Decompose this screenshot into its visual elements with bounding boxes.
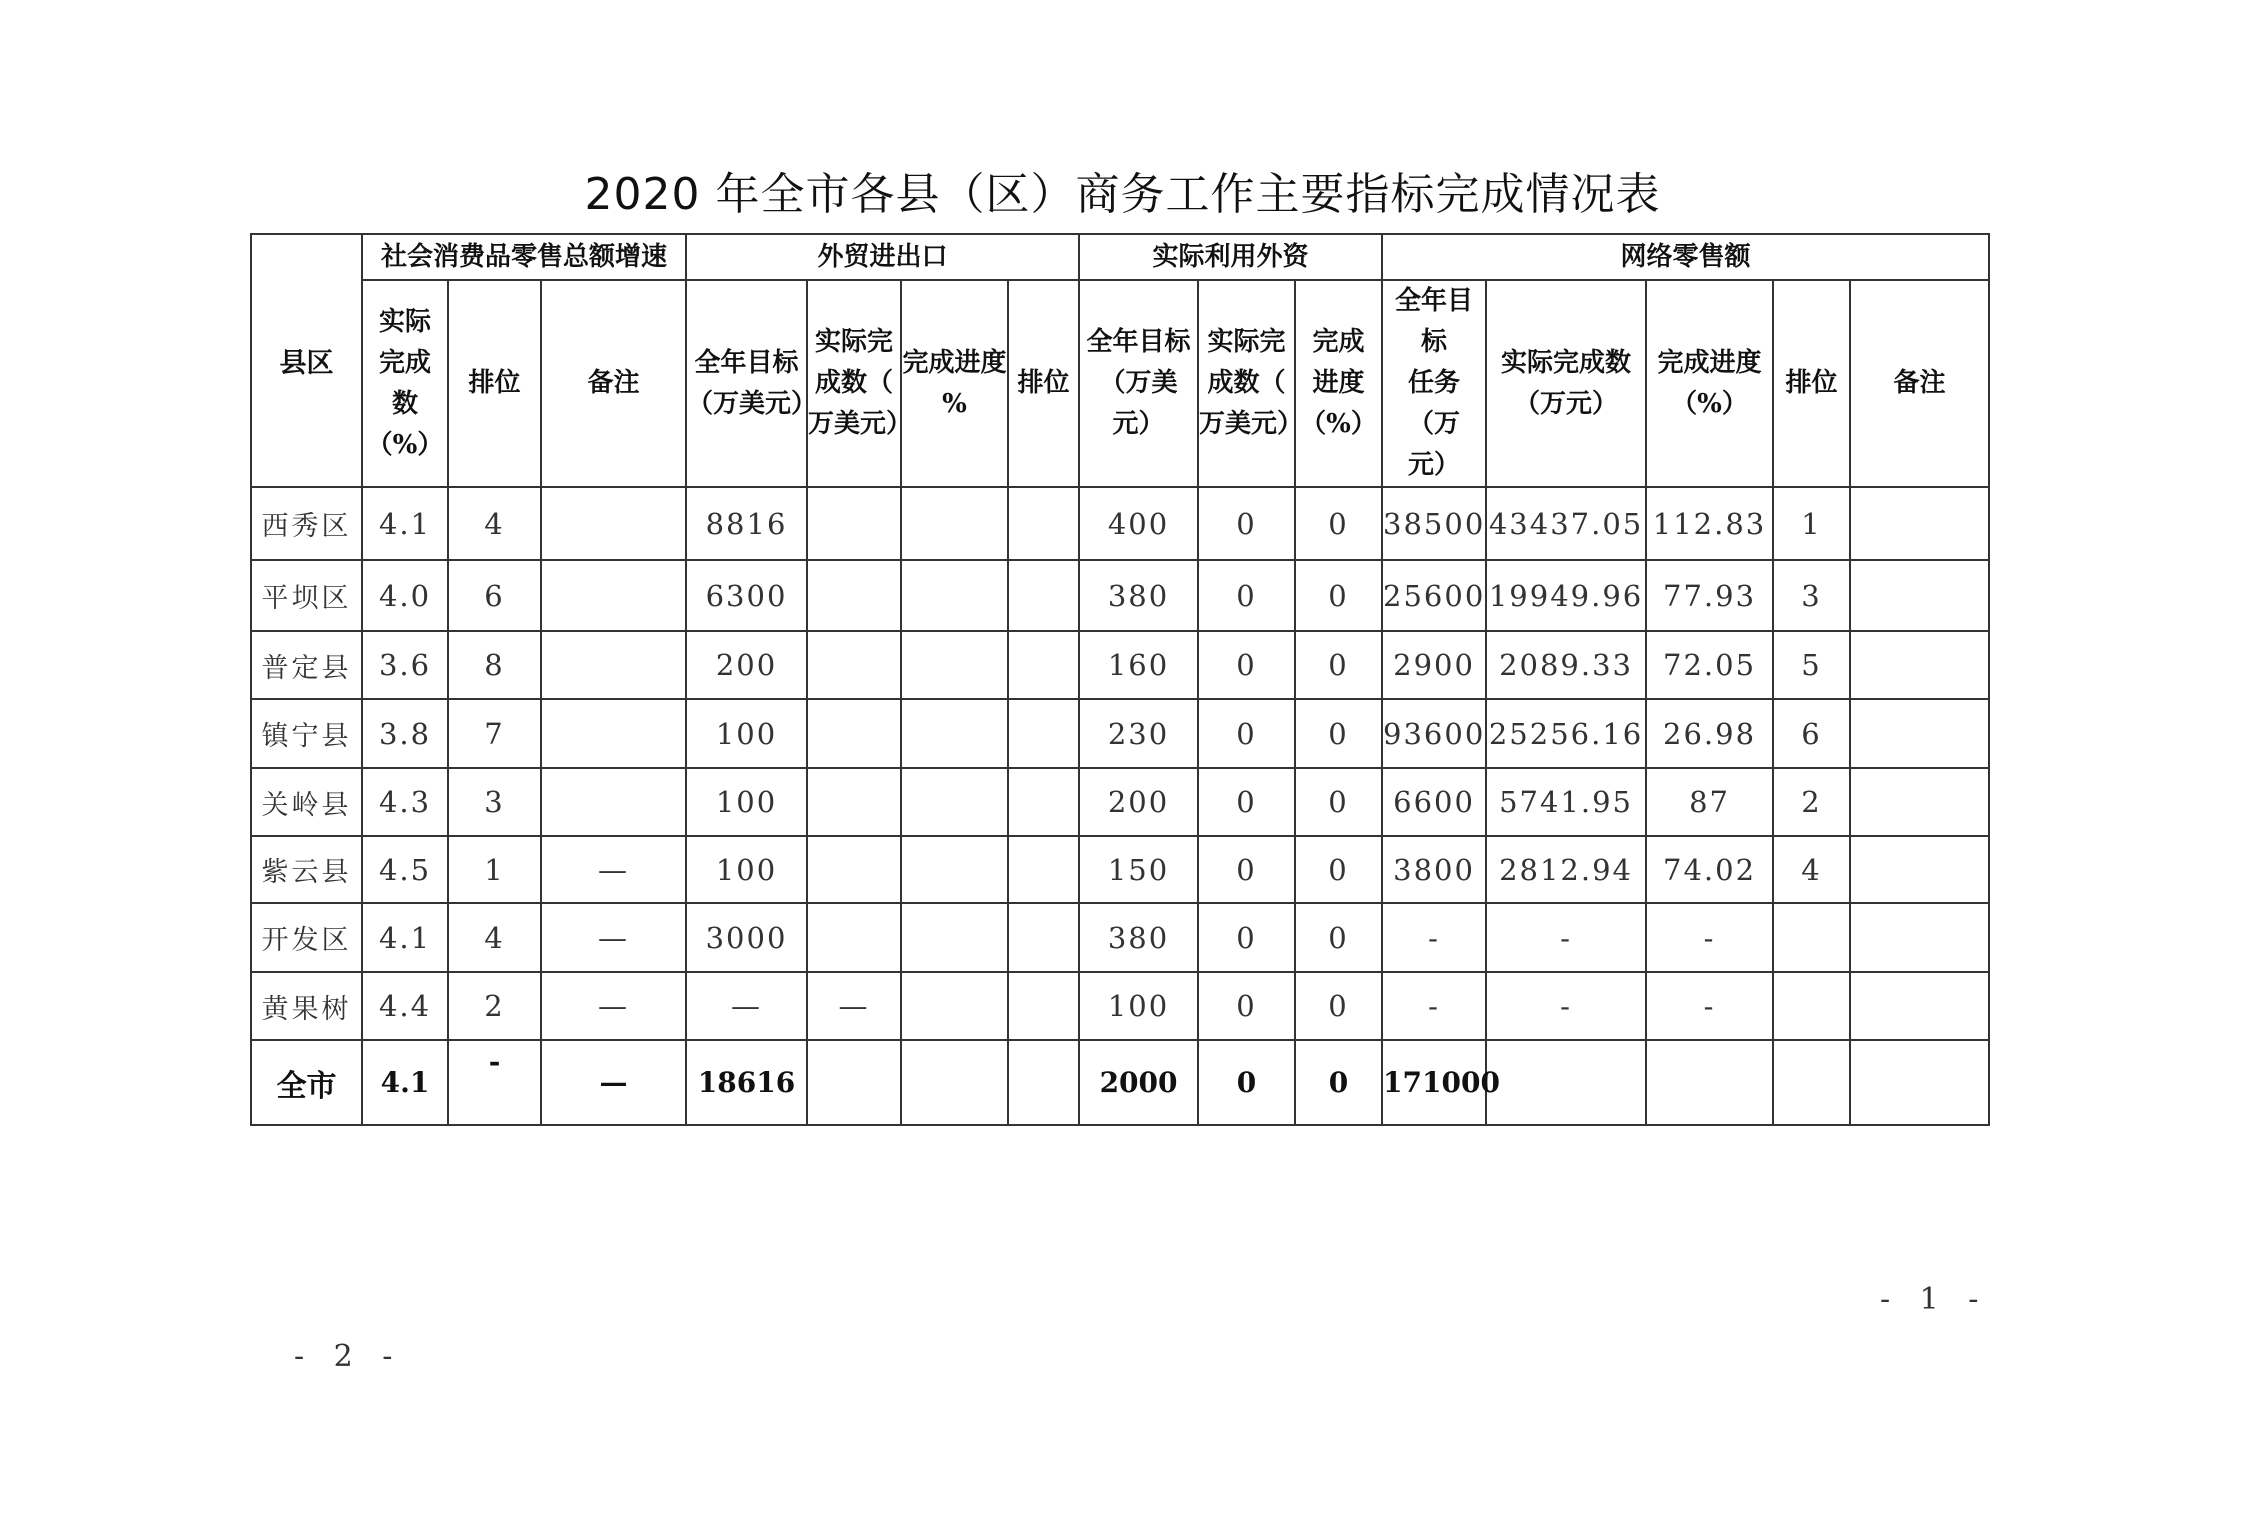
table-cell: [901, 487, 1008, 560]
header-sub-10: 全年目标 任务（万 元）: [1382, 280, 1486, 487]
table-cell: [807, 768, 901, 836]
total-cell: [1008, 1040, 1079, 1125]
table-cell: —: [807, 972, 901, 1040]
table-cell: 400: [1079, 487, 1198, 560]
table-cell: [1773, 972, 1850, 1040]
table-cell: 0: [1198, 487, 1295, 560]
table-cell: 19949.96: [1486, 560, 1646, 631]
table-cell: 112.83: [1646, 487, 1773, 560]
total-cell: [1646, 1040, 1773, 1125]
table-cell: 0: [1198, 768, 1295, 836]
table-cell: 0: [1295, 972, 1382, 1040]
table-cell: [901, 699, 1008, 768]
table-cell: [1008, 560, 1079, 631]
table-cell: 3: [448, 768, 541, 836]
total-cell: [1773, 1040, 1850, 1125]
page-number-right: - 1 -: [1880, 1282, 1989, 1317]
table-cell: 3.6: [362, 631, 448, 699]
header-group-online-retail: 网络零售额: [1382, 234, 1989, 280]
table-cell: 4.3: [362, 768, 448, 836]
total-cell: [1486, 1040, 1646, 1125]
table-cell: 6: [1773, 699, 1850, 768]
header-sub-11: 实际完成数 （万元）: [1486, 280, 1646, 487]
table-cell: 3.8: [362, 699, 448, 768]
table-cell: 0: [1295, 768, 1382, 836]
table-cell: [807, 631, 901, 699]
header-sub-3: 全年目标 （万美元）: [686, 280, 807, 487]
table-cell: [807, 487, 901, 560]
header-group-retail-growth: 社会消费品零售总额增速: [362, 234, 686, 280]
table-cell: 4.4: [362, 972, 448, 1040]
table-cell: 4.5: [362, 836, 448, 903]
row-county-name: 开发区: [251, 903, 362, 972]
table-cell: 1: [448, 836, 541, 903]
table-cell: 0: [1295, 903, 1382, 972]
table-cell: 0: [1198, 972, 1295, 1040]
table-cell: 2: [1773, 768, 1850, 836]
table-cell: [541, 560, 686, 631]
header-sub-12: 完成进度 （%）: [1646, 280, 1773, 487]
table-cell: [1008, 836, 1079, 903]
table-cell: 74.02: [1646, 836, 1773, 903]
row-county-name: 平坝区: [251, 560, 362, 631]
table-cell: 2812.94: [1486, 836, 1646, 903]
table-cell: -: [1486, 972, 1646, 1040]
header-sub-1: 排位: [448, 280, 541, 487]
row-county-name: 黄果树: [251, 972, 362, 1040]
table-row: [251, 768, 1989, 836]
table-row: [251, 972, 1989, 1040]
table-cell: [541, 768, 686, 836]
table-cell: —: [686, 972, 807, 1040]
table-cell: [901, 768, 1008, 836]
header-sub-0: 实际 完成 数 （%）: [362, 280, 448, 487]
table-cell: 6600: [1382, 768, 1486, 836]
table-cell: 0: [1198, 903, 1295, 972]
row-county-name: 普定县: [251, 631, 362, 699]
table-cell: 77.93: [1646, 560, 1773, 631]
table-cell: [1008, 972, 1079, 1040]
table-cell: 3: [1773, 560, 1850, 631]
table-cell: [901, 631, 1008, 699]
indicator-table: [250, 233, 1990, 1126]
table-cell: 4.0: [362, 560, 448, 631]
table-cell: 6300: [686, 560, 807, 631]
total-cell: [807, 1040, 901, 1125]
header-sub-14: 备注: [1850, 280, 1989, 487]
table-cell: 200: [686, 631, 807, 699]
table-cell: 4: [448, 903, 541, 972]
table-cell: 0: [1198, 560, 1295, 631]
table-cell: [541, 631, 686, 699]
total-cell: 2000: [1079, 1040, 1198, 1125]
table-cell: [1008, 768, 1079, 836]
table-cell: 43437.05: [1486, 487, 1646, 560]
table-cell: [1850, 903, 1989, 972]
table-cell: [541, 487, 686, 560]
table-cell: 5: [1773, 631, 1850, 699]
total-cell: —: [541, 1040, 686, 1125]
table-cell: [807, 836, 901, 903]
table-cell: 72.05: [1646, 631, 1773, 699]
table-cell: 0: [1198, 836, 1295, 903]
row-county-name: 西秀区: [251, 487, 362, 560]
page-title: 2020 年全市各县（区）商务工作主要指标完成情况表: [584, 169, 1661, 220]
table-cell: —: [541, 836, 686, 903]
table-cell: 93600: [1382, 699, 1486, 768]
table-cell: 8816: [686, 487, 807, 560]
table-cell: [1850, 972, 1989, 1040]
header-sub-13: 排位: [1773, 280, 1850, 487]
total-cell: -: [448, 1040, 541, 1125]
table-cell: 200: [1079, 768, 1198, 836]
table-cell: 0: [1295, 560, 1382, 631]
table-cell: [901, 903, 1008, 972]
table-cell: 2900: [1382, 631, 1486, 699]
table-cell: [1008, 487, 1079, 560]
table-cell: 4.1: [362, 903, 448, 972]
table-cell: [807, 903, 901, 972]
table-cell: 7: [448, 699, 541, 768]
table-cell: -: [1382, 903, 1486, 972]
table-cell: 8: [448, 631, 541, 699]
table-cell: 3800: [1382, 836, 1486, 903]
total-cell: 18616: [686, 1040, 807, 1125]
table-cell: [1850, 836, 1989, 903]
table-cell: -: [1382, 972, 1486, 1040]
table-cell: 0: [1295, 699, 1382, 768]
header-sub-4: 实际完 成数（ 万美元）: [807, 280, 901, 487]
table-cell: 25256.16: [1486, 699, 1646, 768]
table-cell: [901, 972, 1008, 1040]
row-county-name: 关岭县: [251, 768, 362, 836]
table-cell: 38500: [1382, 487, 1486, 560]
table-cell: 2: [448, 972, 541, 1040]
table-cell: 6: [448, 560, 541, 631]
table-cell: 3000: [686, 903, 807, 972]
header-sub-7: 全年目标 （万美元）: [1079, 280, 1198, 487]
table-cell: [1850, 560, 1989, 631]
table-cell: -: [1646, 972, 1773, 1040]
table-cell: [901, 560, 1008, 631]
table-cell: [1850, 631, 1989, 699]
table-cell: 4.1: [362, 487, 448, 560]
table-row: [251, 560, 1989, 631]
table-row: [251, 903, 1989, 972]
table-cell: 100: [1079, 972, 1198, 1040]
header-group-foreign-investment: 实际利用外资: [1079, 234, 1382, 280]
table-cell: [1008, 699, 1079, 768]
table-cell: 380: [1079, 560, 1198, 631]
table-cell: 0: [1295, 631, 1382, 699]
header-sub-5: 完成进度 %: [901, 280, 1008, 487]
table-cell: 25600: [1382, 560, 1486, 631]
table-cell: 0: [1198, 699, 1295, 768]
row-county-name: 镇宁县: [251, 699, 362, 768]
table-cell: 230: [1079, 699, 1198, 768]
table-cell: 160: [1079, 631, 1198, 699]
page-number-left: - 2 -: [294, 1339, 403, 1374]
table-cell: 0: [1295, 836, 1382, 903]
table-cell: [1773, 903, 1850, 972]
header-sub-2: 备注: [541, 280, 686, 487]
table-cell: 100: [686, 768, 807, 836]
table-cell: 0: [1295, 487, 1382, 560]
total-cell: [901, 1040, 1008, 1125]
total-row: [251, 1040, 1989, 1125]
table-cell: —: [541, 903, 686, 972]
total-cell: 0: [1295, 1040, 1382, 1125]
table-cell: [1008, 903, 1079, 972]
table-cell: 87: [1646, 768, 1773, 836]
table-cell: [1850, 487, 1989, 560]
table-cell: 1: [1773, 487, 1850, 560]
table-cell: -: [1486, 903, 1646, 972]
total-cell: [1850, 1040, 1989, 1125]
row-county-name: 紫云县: [251, 836, 362, 903]
table-cell: [541, 699, 686, 768]
table-cell: [1850, 768, 1989, 836]
table-cell: 4: [448, 487, 541, 560]
header-sub-9: 完成 进度 （%）: [1295, 280, 1382, 487]
table-cell: 0: [1198, 631, 1295, 699]
table-cell: 26.98: [1646, 699, 1773, 768]
table-row: [251, 699, 1989, 768]
total-cell: 4.1: [362, 1040, 448, 1125]
table-row: [251, 631, 1989, 699]
header-county: 县区: [251, 234, 362, 487]
table-cell: 100: [686, 699, 807, 768]
table-cell: [807, 699, 901, 768]
table-cell: —: [541, 972, 686, 1040]
header-sub-6: 排位: [1008, 280, 1079, 487]
table-cell: [807, 560, 901, 631]
table-row: [251, 487, 1989, 560]
table-cell: 2089.33: [1486, 631, 1646, 699]
table-cell: [1850, 699, 1989, 768]
header-group-foreign-trade: 外贸进出口: [686, 234, 1079, 280]
table-cell: 5741.95: [1486, 768, 1646, 836]
table-row: [251, 836, 1989, 903]
table-cell: [901, 836, 1008, 903]
total-cell: 171000: [1382, 1040, 1486, 1125]
table-cell: -: [1646, 903, 1773, 972]
table-cell: 150: [1079, 836, 1198, 903]
table-cell: [1008, 631, 1079, 699]
total-cell: 0: [1198, 1040, 1295, 1125]
total-row-label: 全市: [251, 1040, 362, 1125]
header-sub-8: 实际完 成数（ 万美元）: [1198, 280, 1295, 487]
table-cell: 380: [1079, 903, 1198, 972]
table-cell: 4: [1773, 836, 1850, 903]
table-cell: 100: [686, 836, 807, 903]
